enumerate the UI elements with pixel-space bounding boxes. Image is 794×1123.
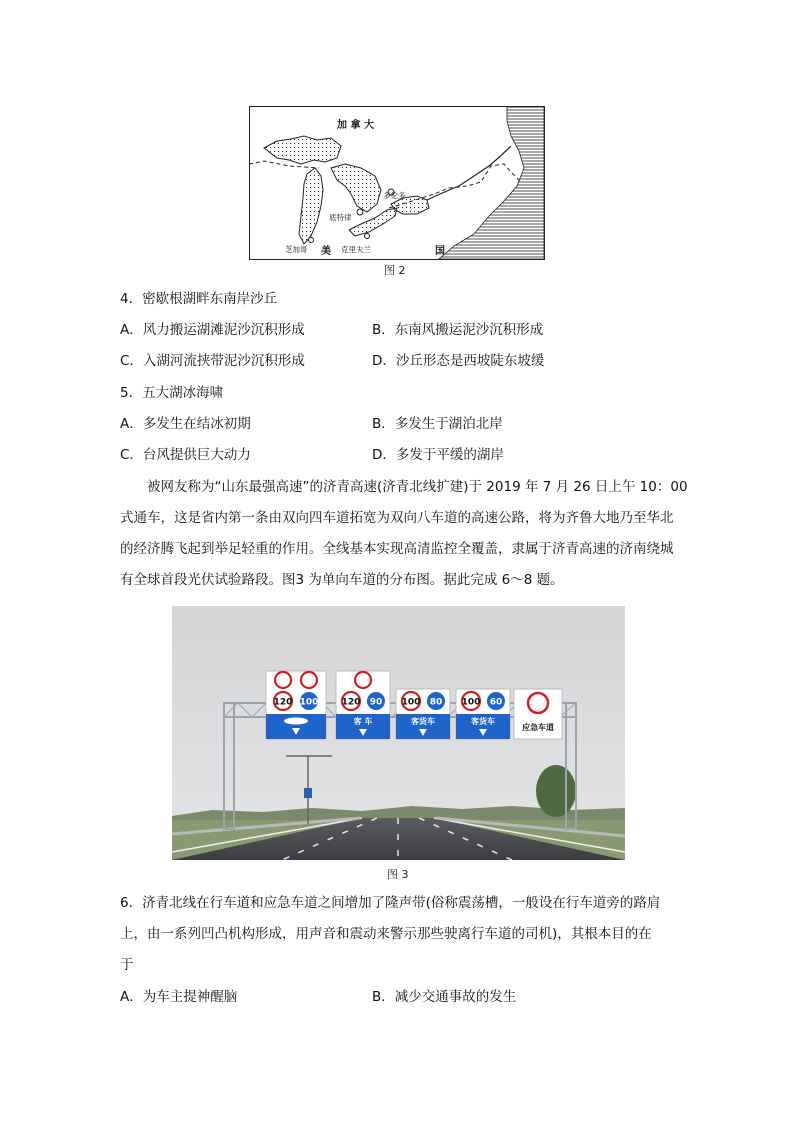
- sign-1-max-speed: 120: [273, 697, 293, 708]
- passage-line-2: 式通车，这是省内第一条由双向四车道拓宽为双向八车道的高速公路，将为齐鲁大地乃至华北: [120, 510, 674, 526]
- detroit-marker: [357, 209, 363, 215]
- no-entry-icon: [528, 693, 548, 713]
- passage-line-4: 有全球首段光伏试验路段。图3 为单向车道的分布图。据此完成 6～8 题。: [120, 572, 564, 588]
- sign-lane-4: [456, 689, 510, 739]
- label-canada: 加 拿 大: [337, 120, 374, 131]
- sign-2-max-speed: 120: [341, 697, 361, 708]
- chicago-marker: [309, 238, 314, 243]
- label-usa-left: 美: [321, 246, 331, 257]
- figure-3-caption: 图 3: [387, 868, 409, 881]
- sign-lane-2: [336, 671, 390, 739]
- label-usa-right: 国: [435, 246, 445, 257]
- question-6-line-3: 于: [120, 957, 134, 973]
- sign-3-max-speed: 100: [401, 697, 421, 708]
- question-5-option-c: C．台风提供巨大动力: [120, 447, 251, 463]
- question-6-line-2: 上，由一系列凹凸机构形成，用声音和震动来警示那些驶离行车道的司机)，其根本目的在: [120, 926, 652, 942]
- highway-sign-photo: [172, 606, 625, 860]
- passage-line-3: 的经济腾飞起到举足轻重的作用。全线基本实现高清监控全覆盖，隶属于济青高速的济南绕城: [120, 541, 674, 557]
- question-5-option-d: D．多发于平缓的湖岸: [372, 447, 504, 463]
- question-4-option-d: D．沙丘形态是西坡陡东坡缓: [372, 353, 545, 369]
- sign-2-label: 客 车: [353, 717, 373, 726]
- question-6-line-1: 6．济青北线在行车道和应急车道之间增加了隆声带(俗称震荡槽，一般设在行车道旁的路肩: [120, 895, 661, 911]
- sign-lane-1: [266, 671, 326, 739]
- sign-lane-3: [396, 689, 450, 739]
- great-lakes-map: [249, 106, 545, 260]
- sign-1-min-speed: 100: [299, 697, 319, 708]
- cleveland-marker: [365, 234, 370, 239]
- label-cleveland: 克里夫兰: [341, 245, 371, 254]
- sign-emergency-lane: [514, 689, 562, 739]
- question-4-option-c: C．入湖河流挟带泥沙沉积形成: [120, 353, 305, 369]
- question-4-option-a: A．风力搬运湖滩泥沙沉积形成: [120, 322, 305, 338]
- question-5-stem: 5．五大湖冰海啸: [120, 385, 224, 401]
- question-6-option-a: A．为车主提神醒脑: [120, 989, 238, 1005]
- sign-4-min-speed: 60: [489, 697, 503, 708]
- label-toronto: 多伦多: [383, 191, 406, 200]
- label-chicago: 芝加哥: [285, 245, 308, 254]
- question-4-stem: 4．密歇根湖畔东南岸沙丘: [120, 291, 278, 307]
- sign-2-min-speed: 90: [369, 697, 383, 708]
- question-4-option-b: B．东南风搬运泥沙沉积形成: [372, 322, 544, 338]
- sign-5-label: 应急车道: [522, 723, 554, 732]
- car-icon: [284, 718, 308, 725]
- sign-4-label: 客货车: [471, 717, 495, 726]
- figure-2-caption: 图 2: [384, 264, 406, 277]
- sign-3-min-speed: 80: [429, 697, 443, 708]
- passage-line-1: 被网友称为“山东最强高速”的济青高速(济青北线扩建)于 2019 年 7 月 26 日上午 10：00: [147, 479, 688, 495]
- figure-2-map: [249, 106, 545, 260]
- sign-4-max-speed: 100: [461, 697, 481, 708]
- figure-3-photo: [172, 606, 625, 860]
- label-detroit: 底特律: [329, 213, 352, 222]
- question-6-option-b: B．减少交通事故的发生: [372, 989, 517, 1005]
- sign-3-label: 客货车: [411, 717, 435, 726]
- tree-right: [536, 765, 576, 817]
- question-5-option-b: B．多发生于湖泊北岸: [372, 416, 503, 432]
- question-5-option-a: A．多发生在结冰初期: [120, 416, 251, 432]
